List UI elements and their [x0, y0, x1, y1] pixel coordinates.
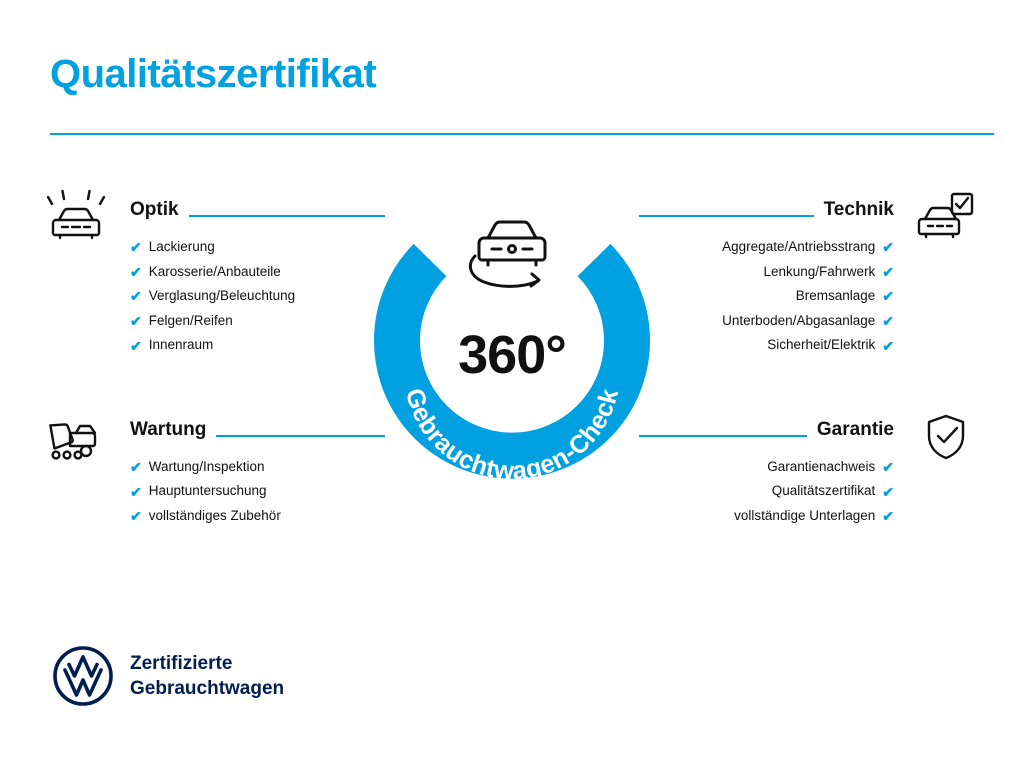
list-item [130, 479, 385, 504]
center-number: 360° [458, 325, 566, 385]
footer-line-1: Zertifizierte [130, 652, 233, 674]
list-item-label: Bremsanlage [795, 288, 876, 304]
list-item-label: Wartung/Inspektion [148, 458, 265, 474]
group-header-garantie [639, 420, 894, 441]
group-underline [639, 215, 814, 217]
list-item-label: Sicherheit/Elektrik [767, 337, 876, 353]
check-icon: ✔ [130, 312, 142, 329]
list-item-label: Verglasung/Beleuchtung [148, 288, 296, 304]
check-icon: ✔ [882, 337, 894, 354]
check-icon: ✔ [130, 288, 142, 305]
group-technik [639, 200, 984, 358]
center-badge [362, 196, 662, 506]
list-item [639, 504, 894, 529]
group-garantie [639, 420, 984, 529]
check-icon: ✔ [882, 288, 894, 305]
check-icon: ✔ [882, 239, 894, 256]
group-optik [40, 200, 385, 358]
group-title: Garantie [816, 418, 894, 440]
list-item [639, 333, 894, 358]
check-icon: ✔ [882, 459, 894, 476]
group-title: Technik [823, 199, 894, 220]
list-item-label: Karosserie/Anbauteile [148, 263, 281, 279]
list-item [130, 260, 385, 285]
check-icon: ✔ [882, 508, 894, 525]
check-icon: ✔ [130, 263, 142, 280]
list-item-label: Innenraum [148, 337, 214, 353]
list-item [130, 284, 385, 309]
footer-text [130, 651, 284, 701]
list-item-label: vollständiges Zubehör [148, 507, 281, 523]
check-icon: ✔ [882, 483, 894, 500]
group-underline [189, 215, 385, 217]
left-column [40, 200, 385, 545]
arc-text: Gebrauchtwagen-Check [399, 385, 625, 486]
list-item-label: Aggregate/Antriebsstrang [722, 239, 876, 254]
group-underline [216, 435, 385, 437]
check-icon: ✔ [882, 263, 894, 280]
check-icon: ✔ [130, 459, 142, 476]
car-polish-icon [40, 186, 116, 248]
check-icon: ✔ [882, 312, 894, 329]
list-item-label: Lackierung [148, 239, 215, 254]
checklist-optik [130, 235, 385, 358]
list-item [130, 235, 385, 260]
list-item-label: Unterboden/Abgasanlage [722, 312, 876, 328]
checklist-garantie [639, 455, 894, 529]
list-item [639, 284, 894, 309]
check-icon: ✔ [130, 508, 142, 525]
list-item [130, 504, 385, 529]
shield-check-icon [908, 406, 984, 468]
check-icon: ✔ [130, 483, 142, 500]
footer-line-2: Gebrauchtwagen [130, 678, 285, 699]
check-icon: ✔ [130, 337, 142, 354]
group-wartung [40, 420, 385, 529]
list-item [639, 479, 894, 504]
page-title: Qualitätszertifikat [50, 52, 377, 96]
list-item-label: Hauptuntersuchung [148, 483, 267, 499]
car-lift-icon [40, 406, 116, 468]
list-item [639, 260, 894, 285]
list-item-label: Lenkung/Fahrwerk [763, 263, 876, 279]
group-header-optik [130, 200, 385, 221]
list-item [130, 309, 385, 334]
group-header-wartung [130, 420, 385, 441]
checklist-wartung [130, 455, 385, 529]
group-title: Wartung [130, 418, 207, 440]
list-item [639, 455, 894, 480]
list-item [639, 235, 894, 260]
list-item-label: Qualitätszertifikat [771, 483, 876, 499]
list-item-label: vollständige Unterlagen [734, 507, 876, 523]
vw-logo-icon [52, 645, 114, 707]
list-item-label: Felgen/Reifen [148, 312, 233, 328]
group-underline [639, 435, 807, 437]
car-checklist-icon [908, 186, 984, 248]
footer-brand [52, 645, 284, 707]
check-icon: ✔ [130, 239, 142, 256]
title-divider [50, 133, 994, 135]
checklist-technik [639, 235, 894, 358]
list-item [130, 333, 385, 358]
group-title: Optik [130, 199, 179, 220]
list-item-label: Garantienachweis [767, 458, 876, 474]
list-item [639, 309, 894, 334]
right-column [639, 200, 984, 545]
list-item [130, 455, 385, 480]
group-header-technik [639, 200, 894, 221]
